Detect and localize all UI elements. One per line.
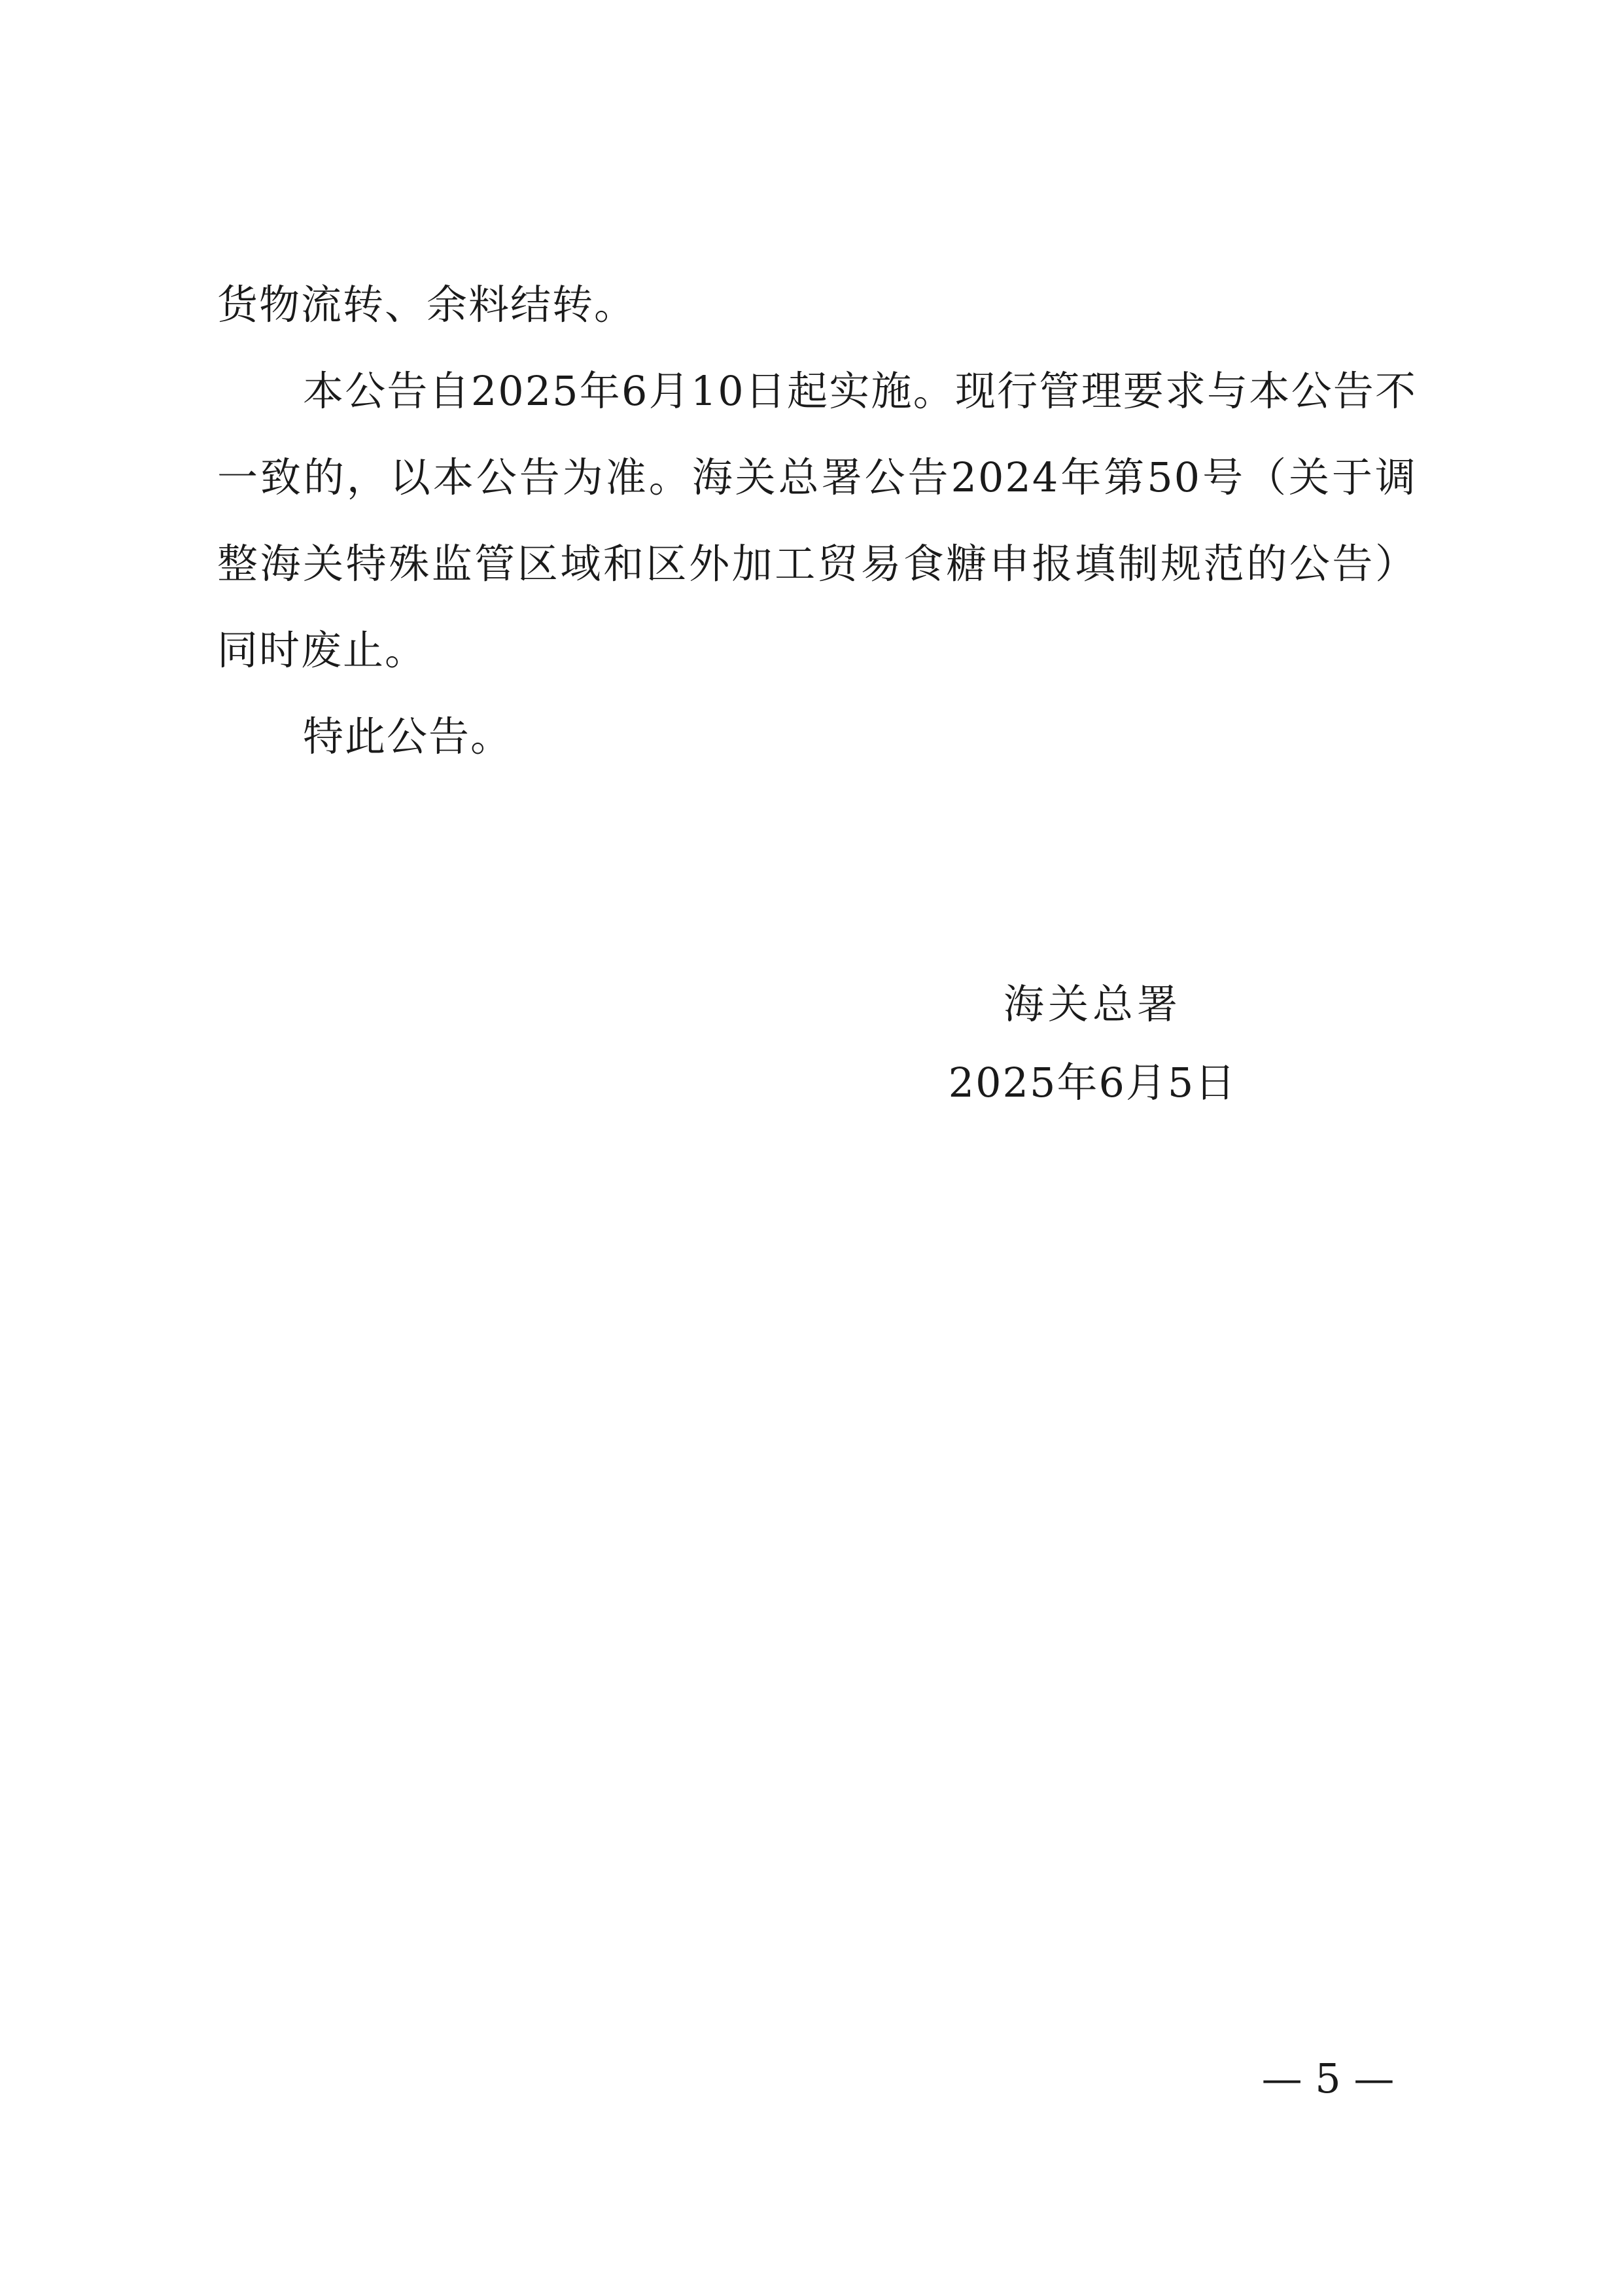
document-body <box>217 262 1417 780</box>
signature-organization: 海关总署 <box>1003 980 1181 1028</box>
paragraph-continuation: 货物流转、余料结转。 <box>217 281 637 328</box>
paragraph-effective-date: 本公告自2025年6月10日起实施。现行管理要求与本公告不一致的，以本公告为准。海关总署公告2024年第50号（关于调整海关特殊监管区域和区外加工贸易食糖申报填制规范的公告）同时废止。 <box>217 367 1417 674</box>
signature-date: 2025年6月5日 <box>948 1059 1237 1106</box>
page-number: — 5 — <box>1261 2055 1395 2102</box>
paragraph-closing: 特此公告。 <box>303 713 513 760</box>
